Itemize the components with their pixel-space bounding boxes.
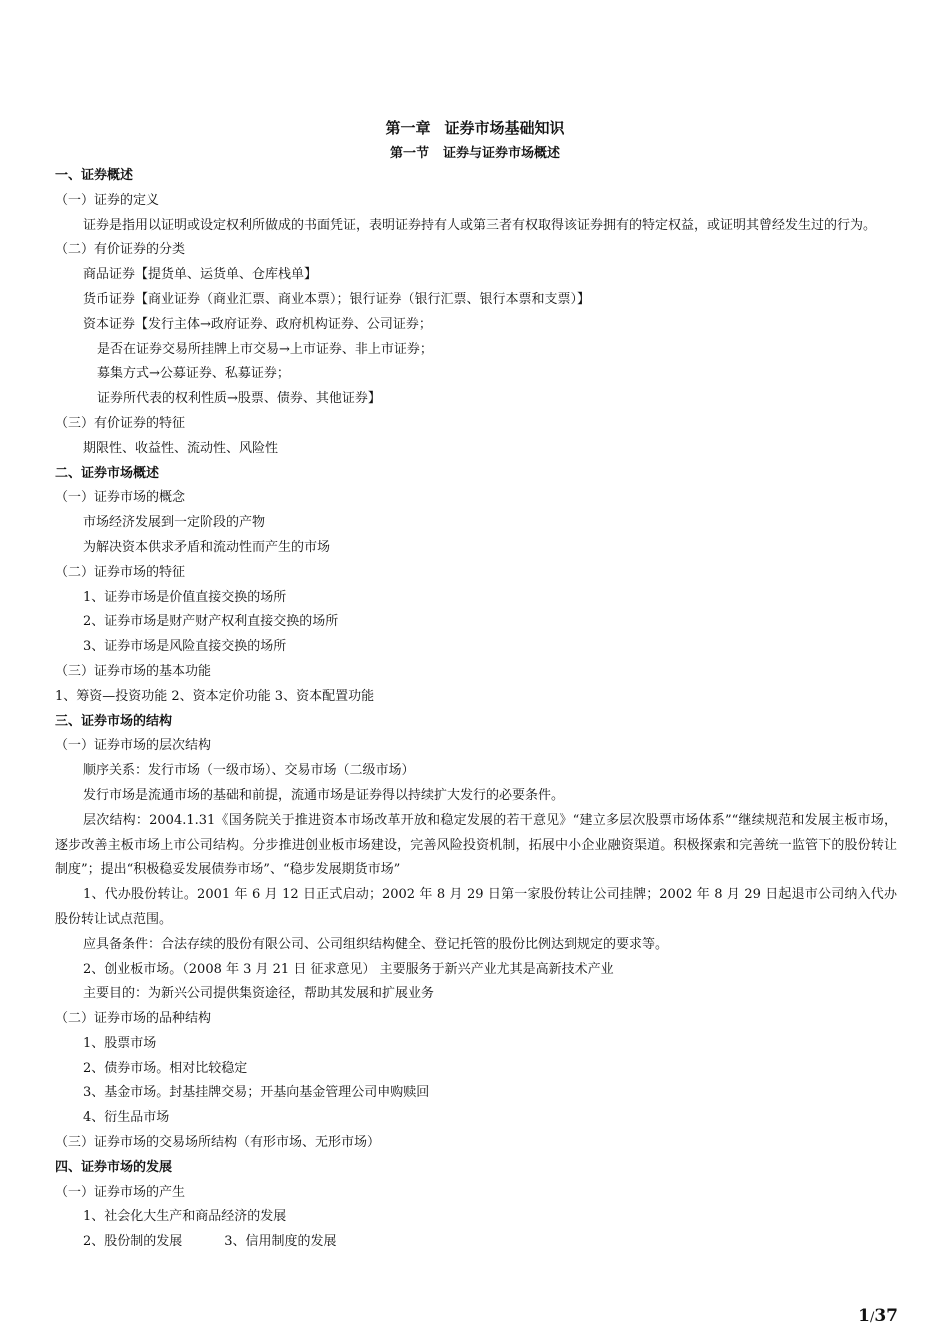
heading-level2: 1、筹资—投资功能 2、资本定价功能 3、资本配置功能 — [55, 688, 375, 704]
heading-level1: 四、证券市场的发展 — [55, 1159, 173, 1175]
total-pages: 37 — [874, 1306, 898, 1326]
body-line-part: 2、股份制的发展 — [83, 1234, 183, 1250]
body-paragraph: 层次结构：2004.1.31《国务院关于推进资本市场改革开放和稳定发展的若干意见》“建立多层次股票市场体系”“继续规范和发展主板市场，逐步改善主板市场上市公司结构。分步推进创业板市场建设，完善风险投资机制，拓展中小企业融资渠道。积极探索和完善统一监管下的股份转让制度”；提出“积极稳妥发展债券市场”、“稳步发展期货市场” — [55, 812, 897, 878]
chapter-number: 第一章 — [385, 119, 431, 137]
body-line: 3、证券市场是风险直接交换的场所 — [83, 639, 287, 655]
section-title — [0, 142, 950, 161]
body-line: 2、证券市场是财产财产权利直接交换的场所 — [83, 614, 339, 630]
heading-level1: 二、证券市场概述 — [55, 465, 160, 481]
page-number — [858, 1306, 898, 1326]
document-body — [55, 164, 897, 1255]
chapter-title — [0, 117, 950, 138]
current-page: 1 — [858, 1306, 870, 1326]
heading-level2: （三）证券市场的基本功能 — [55, 663, 212, 679]
body-line: 市场经济发展到一定阶段的产物 — [83, 515, 266, 531]
body-line: 2、债券市场。相对比较稳定 — [83, 1060, 248, 1076]
body-line: 顺序关系：发行市场（一级市场）、交易市场（二级市场） — [83, 763, 415, 779]
body-line-part: 3、信用制度的发展 — [224, 1234, 337, 1250]
body-line: 主要目的：为新兴公司提供集资途径，帮助其发展和扩展业务 — [83, 986, 435, 1002]
body-line: 2、创业板市场。（2008 年 3 月 21 日 征求意见） 主要服务于新兴产业尤其是高新技术产业 — [83, 961, 614, 977]
page-separator: / — [869, 1310, 875, 1325]
body-line: 3、基金市场。封基挂牌交易；开基向基金管理公司申购赎回 — [83, 1085, 430, 1101]
body-line: 资本证券【发行主体→政府证券、政府机构证券、公司证券； — [83, 316, 432, 332]
heading-level2: （二）有价证券的分类 — [55, 242, 186, 258]
heading-level2: （二）证券市场的特征 — [55, 564, 186, 580]
body-line: 1、股票市场 — [83, 1035, 157, 1051]
heading-level1: 一、证券概述 — [55, 168, 134, 183]
section-number: 第一节 — [389, 146, 429, 161]
heading-level2: （一）证券市场的层次结构 — [55, 738, 212, 754]
body-line: 商品证券【提货单、运货单、仓库栈单】 — [83, 267, 318, 283]
body-line: 发行市场是流通市场的基础和前提，流通市场是证券得以持续扩大发行的必要条件。 — [83, 787, 565, 803]
heading-level2: （三）证券市场的交易场所结构（有形市场、无形市场） — [55, 1135, 381, 1151]
body-line-pair — [55, 1230, 897, 1255]
heading-level2: （三）有价证券的特征 — [55, 415, 186, 431]
section-name: 证券与证券市场概述 — [443, 146, 561, 161]
body-paragraph: 1、代办股份转让。2001 年 6 月 12 日正式启动；2002 年 8 月 29 日第一家股份转让公司挂牌；2002 年 8 月 29 日起退市公司纳入代办股份转让试点范围。 — [55, 887, 897, 927]
body-line: 1、证券市场是价值直接交换的场所 — [83, 589, 287, 605]
heading-level2: （二）证券市场的品种结构 — [55, 1011, 212, 1027]
body-line: 1、社会化大生产和商品经济的发展 — [83, 1209, 287, 1225]
chapter-name: 证券市场基础知识 — [444, 119, 565, 137]
body-subline: 是否在证券交易所挂牌上市交易→上市证券、非上市证券； — [97, 341, 433, 357]
body-line: 应具备条件：合法存续的股份有限公司、公司组织结构健全、登记托管的股份比例达到规定的要求等。 — [83, 936, 669, 952]
body-line: 4、衍生品市场 — [83, 1110, 170, 1126]
body-subline: 证券所代表的权利性质→股票、债券、其他证券】 — [97, 391, 381, 407]
body-line: 货币证券【商业证券（商业汇票、商业本票）；银行证券（银行汇票、银行本票和支票）】 — [83, 291, 591, 307]
body-line: 期限性、收益性、流动性、风险性 — [83, 440, 279, 456]
heading-level2: （一）证券市场的概念 — [55, 490, 186, 506]
heading-level1: 三、证券市场的结构 — [55, 713, 173, 729]
body-subline: 募集方式→公募证券、私募证券； — [97, 366, 290, 382]
heading-level2: （一）证券的定义 — [55, 192, 160, 208]
body-paragraph: 证券是指用以证明或设定权利所做成的书面凭证，表明证券持有人或第三者有权取得该证券拥有的特定权益，或证明其曾经发生过的行为。 — [83, 217, 877, 233]
heading-level2: （一）证券市场的产生 — [55, 1184, 186, 1200]
body-line: 为解决资本供求矛盾和流动性而产生的市场 — [83, 539, 331, 555]
